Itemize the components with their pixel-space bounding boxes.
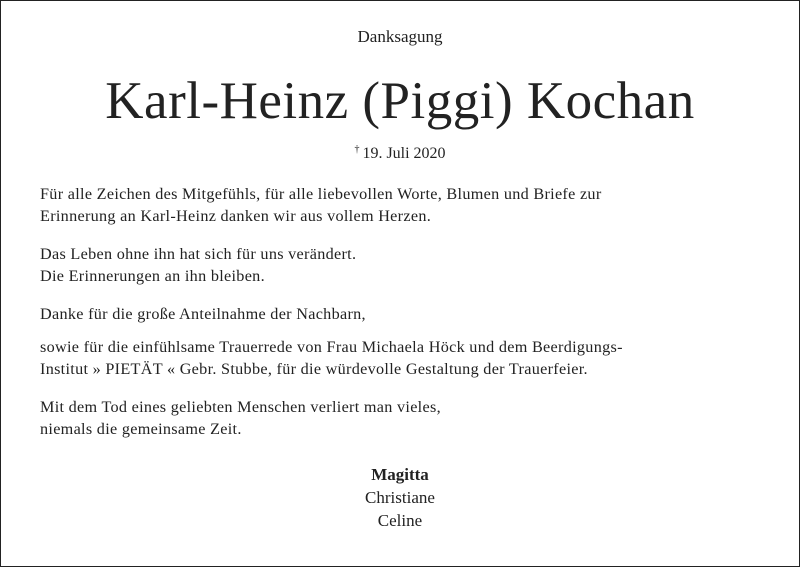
text-line: Die Erinnerungen an ihn bleiben. <box>40 267 265 285</box>
signer-name: Celine <box>377 511 423 530</box>
text-line: Institut » PIETÄT « Gebr. Stubbe, für die würdevolle Gestaltung der Trauerfeier. <box>40 360 588 378</box>
notice-heading: Danksagung <box>357 27 443 46</box>
text-line: sowie für die einfühlsame Trauerrede von Frau Michaela Höck und dem Beerdigungs- <box>40 338 623 356</box>
text-line: Erinnerung an Karl-Heinz danken wir aus vollem Herzen. <box>40 207 432 225</box>
signers-block <box>0 463 800 532</box>
paragraph-thanks <box>40 183 770 227</box>
text-line: Für alle Zeichen des Mitgefühls, für alle liebevollen Worte, Blumen und Briefe zur <box>40 185 602 203</box>
text-line: Das Leben ohne ihn hat sich für uns verändert. <box>40 245 357 263</box>
text-line: Mit dem Tod eines geliebten Menschen verliert man vieles, <box>40 398 441 416</box>
signer-name: Magitta <box>371 465 429 484</box>
dagger-icon: † <box>354 144 360 155</box>
signer-name: Christiane <box>365 488 435 507</box>
paragraph-funeral <box>40 336 770 380</box>
text-line: niemals die gemeinsame Zeit. <box>40 420 242 438</box>
deceased-name: Karl-Heinz (Piggi) Kochan <box>105 72 695 130</box>
death-date: 19. Juli 2020 <box>362 145 446 162</box>
paragraph-closing <box>40 396 770 440</box>
text-line: Danke für die große Anteilnahme der Nachbarn, <box>40 305 366 323</box>
death-date-line <box>0 140 800 164</box>
paragraph-neighbors <box>40 303 770 325</box>
paragraph-life <box>40 243 770 287</box>
